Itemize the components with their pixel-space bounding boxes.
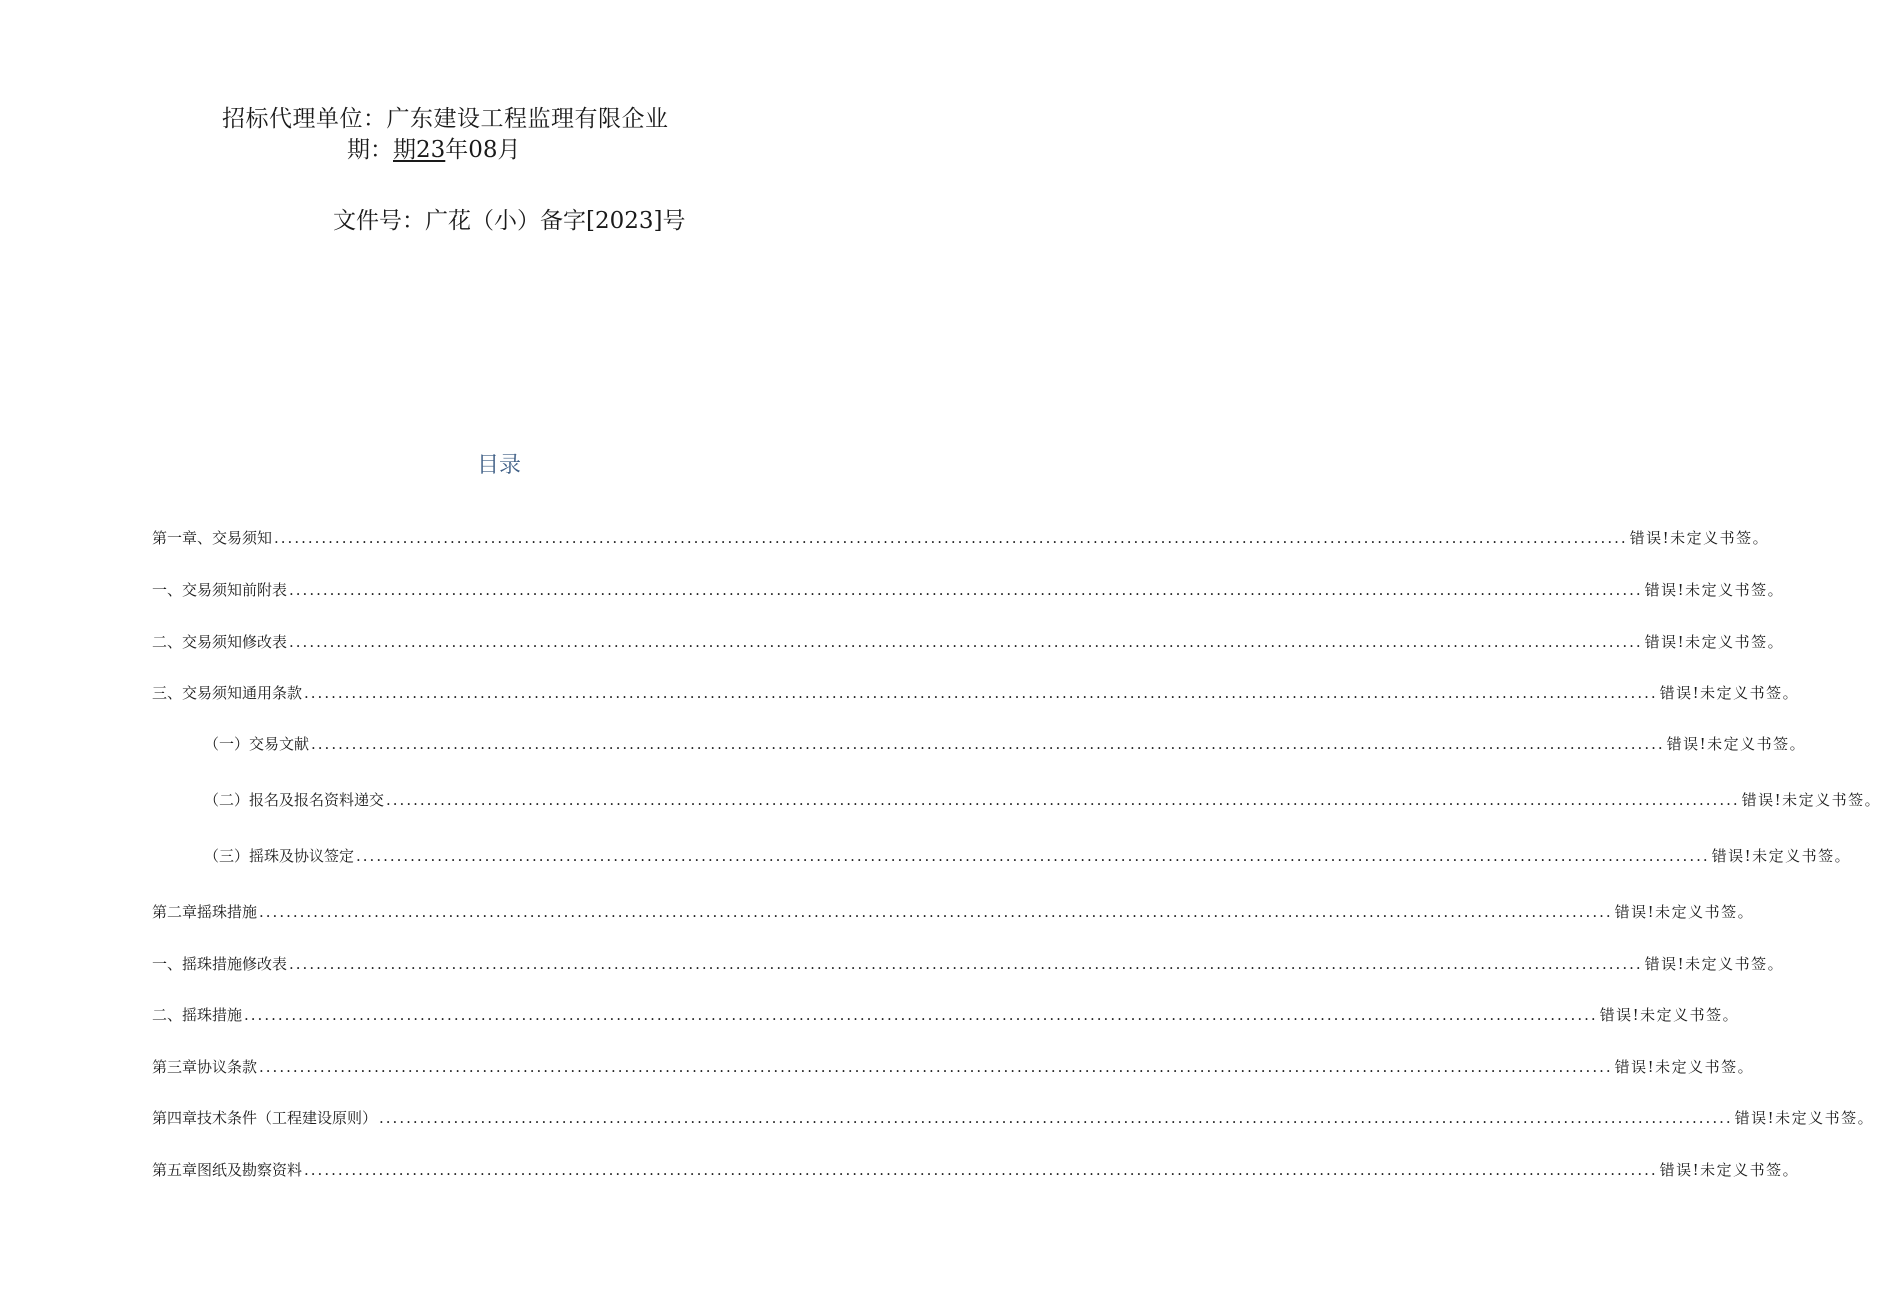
toc-entry[interactable] <box>152 1159 1800 1181</box>
toc-leader-dots: ........................................................................................................................................................................................................ <box>289 955 1643 973</box>
toc-entry-label: 一、交易须知前附表 <box>152 581 288 599</box>
date-line <box>347 131 521 164</box>
toc-entry-page: 错误!未定义书签。 <box>1599 1006 1740 1024</box>
toc-entry[interactable] <box>152 901 1755 923</box>
toc-entry[interactable] <box>152 953 1785 975</box>
toc-entry[interactable] <box>152 682 1800 704</box>
toc-entry[interactable] <box>152 1056 1755 1078</box>
toc-entry[interactable] <box>152 1004 1740 1026</box>
date-prefix: 期： <box>347 137 393 163</box>
toc-leader-dots: ........................................................................................................................................................................................................ <box>304 1161 1658 1179</box>
toc-entry-label: 三、交易须知通用条款 <box>152 684 303 702</box>
toc-entry-page: 错误!未定义书签。 <box>1614 1058 1755 1076</box>
toc-entry-label: 第五章图纸及勘察资料 <box>152 1161 303 1179</box>
toc-leader-dots: ........................................................................................................................................................................................................ <box>289 581 1643 599</box>
file-number: 文件号：广花（小）备字[2023]号 <box>333 208 686 234</box>
toc-leader-dots: ........................................................................................................................................................................................................ <box>259 1058 1613 1076</box>
toc-entry[interactable] <box>152 631 1785 653</box>
toc-entry-page: 错误!未定义书签。 <box>1666 735 1807 753</box>
toc-entry-label: 第一章、交易须知 <box>152 529 273 547</box>
toc-entry[interactable] <box>204 789 1881 811</box>
toc-entry-page: 错误!未定义书签。 <box>1629 529 1770 547</box>
toc-entry-label: 二、交易须知修改表 <box>152 633 288 651</box>
toc-entry-label: 第三章协议条款 <box>152 1058 258 1076</box>
toc-entry-label: 第二章摇珠措施 <box>152 903 258 921</box>
toc-leader-dots: ........................................................................................................................................................................................................ <box>304 684 1658 702</box>
date-underlined: 期23 <box>393 137 446 163</box>
toc-entry[interactable] <box>204 733 1807 755</box>
toc-entry-page: 错误!未定义书签。 <box>1644 633 1785 651</box>
toc-entry[interactable] <box>152 579 1785 601</box>
toc-leader-dots: ........................................................................................................................................................................................................ <box>379 1109 1733 1127</box>
toc-entry-label: （二）报名及报名资料递交 <box>204 791 385 809</box>
toc-entry-page: 错误!未定义书签。 <box>1614 903 1755 921</box>
toc-entry[interactable] <box>152 527 1770 549</box>
toc-entry-label: （三）摇珠及协议签定 <box>204 847 355 865</box>
toc-entry[interactable] <box>152 1107 1875 1129</box>
toc-entry-page: 错误!未定义书签。 <box>1711 847 1852 865</box>
agency-line: 招标代理单位：广东建设工程监理有限企业 <box>222 106 669 132</box>
toc-entry-label: （一）交易文献 <box>204 735 310 753</box>
toc-entry-page: 错误!未定义书签。 <box>1734 1109 1875 1127</box>
toc-title: 目录 <box>476 453 521 478</box>
toc-entry-label: 二、摇珠措施 <box>152 1006 243 1024</box>
toc-leader-dots: ........................................................................................................................................................................................................ <box>311 735 1665 753</box>
toc-leader-dots: ........................................................................................................................................................................................................ <box>274 529 1628 547</box>
date-suffix: 年08月 <box>445 137 521 163</box>
toc-leader-dots: ........................................................................................................................................................................................................ <box>259 903 1613 921</box>
toc-leader-dots: ........................................................................................................................................................................................................ <box>244 1006 1598 1024</box>
toc-leader-dots: ........................................................................................................................................................................................................ <box>356 847 1710 865</box>
toc-leader-dots: ........................................................................................................................................................................................................ <box>289 633 1643 651</box>
toc-entry-label: 一、摇珠措施修改表 <box>152 955 288 973</box>
toc-leader-dots: ........................................................................................................................................................................................................ <box>386 791 1740 809</box>
toc-entry-page: 错误!未定义书签。 <box>1659 1161 1800 1179</box>
toc-entry-label: 第四章技术条件（工程建设原则） <box>152 1109 378 1127</box>
toc-entry-page: 错误!未定义书签。 <box>1644 581 1785 599</box>
toc-entry-page: 错误!未定义书签。 <box>1741 791 1881 809</box>
toc-entry[interactable] <box>204 845 1852 867</box>
toc-entry-page: 错误!未定义书签。 <box>1659 684 1800 702</box>
toc-entry-page: 错误!未定义书签。 <box>1644 955 1785 973</box>
